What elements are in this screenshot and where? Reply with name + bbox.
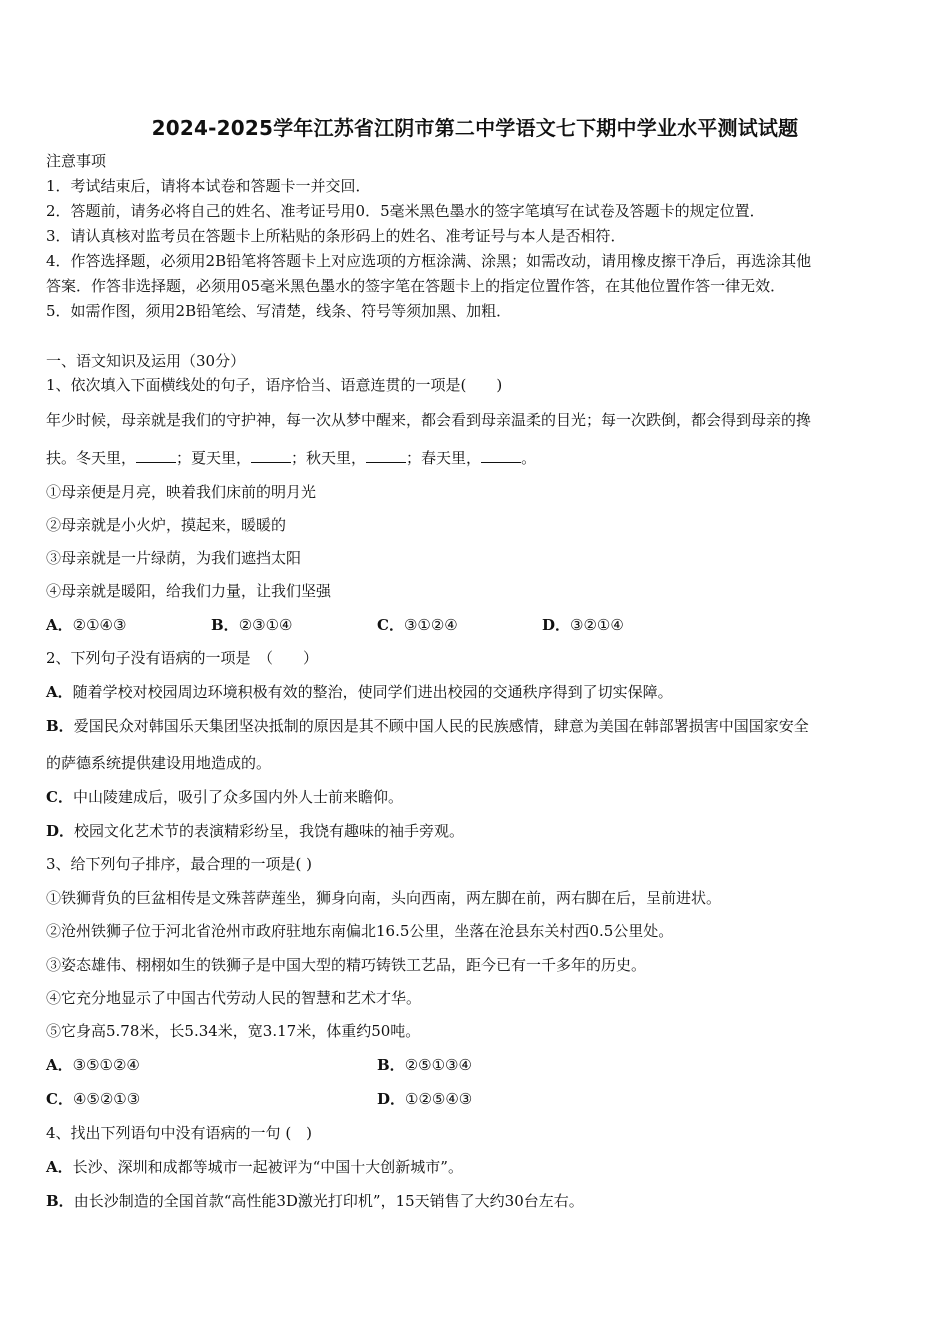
notice-item-1: 1．考试结束后，请将本试卷和答题卡一并交回． <box>46 177 371 195</box>
page-title: 2024-2025学年江苏省江阴市第二中学语文七下期中学业水平测试试题 <box>151 116 799 140</box>
q1-option-d-text: ③②①④ <box>570 616 624 634</box>
q1-passage-line1: 年少时候，母亲就是我们的守护神，每一次从梦中醒来，都会看到母亲温柔的目光；每一次跌倒，都会得到母亲的搀 <box>46 411 812 429</box>
q1-blank-1 <box>136 448 176 463</box>
notice-item-5: 5．如需作图，须用2B铅笔绘、写清楚，线条、符号等须加黑、加粗． <box>46 302 512 320</box>
q1-option-c <box>377 615 458 635</box>
q1-blank-2 <box>251 448 291 463</box>
q1-option-b-letter: B． <box>211 616 239 634</box>
q1-option-d <box>542 615 624 635</box>
q4-option-b-text: 由长沙制造的全国首款“高性能3D激光打印机”，15天销售了大约30台左右。 <box>73 1192 584 1210</box>
q3-option-d-letter: D． <box>377 1090 406 1108</box>
q2-option-b <box>46 716 809 736</box>
q1-passage-line2 <box>46 448 536 468</box>
q2-option-d-letter: D． <box>46 822 75 840</box>
q2-option-b-letter: B． <box>46 717 74 735</box>
q3-option-a-letter: A． <box>46 1056 73 1074</box>
q2-option-d <box>46 821 464 841</box>
q1-passage-part2: ；夏天里， <box>176 449 252 467</box>
q3-option-b-letter: B． <box>377 1056 405 1074</box>
q2-option-d-text: 校园文化艺术节的表演精彩纷呈，我饶有趣味的袖手旁观。 <box>74 822 465 840</box>
q3-option-c-text: ④⑤②①③ <box>72 1090 141 1108</box>
section-heading: 一、语文知识及运用（30分） <box>46 352 246 370</box>
q4-option-b-letter: B． <box>46 1192 74 1210</box>
q2-option-a <box>46 682 673 702</box>
q4-option-b <box>46 1191 584 1211</box>
q1-option-c-text: ③①②④ <box>403 616 458 634</box>
q1-option-b-text: ②③①④ <box>238 616 293 634</box>
q3-sentence-1: ①铁狮背负的巨盆相传是文殊菩萨莲坐，狮身向南，头向西南，两左脚在前，两右脚在后，呈前进状。 <box>46 889 722 907</box>
q2-option-c <box>46 787 403 807</box>
q1-option-c-letter: C． <box>377 616 404 634</box>
q1-option-a-text: ②①④③ <box>72 616 127 634</box>
notice-item-4-cont: 答案．作答非选择题，必须用05毫米黑色墨水的签字笔在答题卡上的指定位置作答，在其他位置作答一律无效． <box>46 277 786 295</box>
q3-option-a-text: ③⑤①②④ <box>72 1056 140 1074</box>
q3-sentence-5: ⑤它身高5.78米，长5.34米，宽3.17米，体重约50吨。 <box>46 1022 421 1040</box>
q1-passage-part4: ；春天里， <box>406 449 482 467</box>
notice-item-4: 4．作答选择题，必须用2B铅笔将答题卡上对应选项的方框涂满、涂黑；如需改动，请用橡皮擦干净后，再选涂其他 <box>46 252 812 270</box>
q2-option-b-cont: 的萨德系统提供建设用地造成的。 <box>46 754 272 772</box>
q4-stem: 4、找出下列语句中没有语病的一句 ( ) <box>46 1124 313 1142</box>
q1-sentence-4: ④母亲就是暖阳，给我们力量，让我们坚强 <box>46 582 332 600</box>
q1-option-b <box>211 615 292 635</box>
q4-option-a-text: 长沙、深圳和成都等城市一起被评为“中国十大创新城市”。 <box>72 1158 463 1176</box>
q4-option-a-letter: A． <box>46 1158 73 1176</box>
notice-item-2: 2．答题前，请务必将自己的姓名、准考证号用0．5毫米黑色墨水的签字笔填写在试卷及答题卡的规定位置． <box>46 202 765 220</box>
q1-option-a-letter: A． <box>46 616 73 634</box>
q2-option-a-text: 随着学校对校园周边环境积极有效的整治，使同学们进出校园的交通秩序得到了切实保障。 <box>72 683 673 701</box>
q1-option-d-letter: D． <box>542 616 571 634</box>
q3-option-b-text: ②⑤①③④ <box>404 1056 472 1074</box>
q1-blank-3 <box>366 448 406 463</box>
q3-sentence-3: ③姿态雄伟、栩栩如生的铁狮子是中国大型的精巧铸铁工艺品，距今已有一千多年的历史。 <box>46 956 647 974</box>
q2-option-c-text: 中山陵建成后，吸引了众多国内外人士前来瞻仰。 <box>72 788 403 806</box>
q3-option-a <box>46 1055 140 1075</box>
q2-option-a-letter: A． <box>46 683 73 701</box>
q1-blank-4 <box>481 448 521 463</box>
notice-item-3: 3．请认真核对监考员在答题卡上所粘贴的条形码上的姓名、准考证号与本人是否相符． <box>46 227 626 245</box>
q3-sentence-2: ②沧州铁狮子位于河北省沧州市政府驻地东南偏北16.5公里，坐落在沧县东关村西0.5公里处。 <box>46 922 674 940</box>
q3-option-b <box>377 1055 472 1075</box>
notice-heading: 注意事项 <box>46 152 107 170</box>
q3-option-c <box>46 1089 140 1109</box>
q1-stem: 1、依次填入下面横线处的句子，语序恰当、语意连贯的一项是( ) <box>46 376 503 394</box>
q4-option-a <box>46 1157 463 1177</box>
q1-sentence-3: ③母亲就是一片绿荫，为我们遮挡太阳 <box>46 549 302 567</box>
q3-stem: 3、给下列句子排序，最合理的一项是( ) <box>46 855 313 873</box>
q1-passage-part3: ；秋天里， <box>291 449 367 467</box>
q2-option-c-letter: C． <box>46 788 73 806</box>
q3-option-d <box>377 1089 472 1109</box>
q1-passage-part5: 。 <box>521 449 537 467</box>
q2-option-b-text: 爱国民众对韩国乐天集团坚决抵制的原因是其不顾中国人民的民族感情，肆意为美国在韩部署损害中国国家安全 <box>73 717 809 735</box>
q3-sentence-4: ④它充分地显示了中国古代劳动人民的智慧和艺术才华。 <box>46 989 422 1007</box>
q2-stem: 2、下列句子没有语病的一项是 （ ） <box>46 649 319 667</box>
q3-option-c-letter: C． <box>46 1090 73 1108</box>
q3-option-d-text: ①②⑤④③ <box>405 1090 473 1108</box>
q1-sentence-1: ①母亲便是月亮，映着我们床前的明月光 <box>46 483 317 501</box>
q1-option-a <box>46 615 126 635</box>
q1-sentence-2: ②母亲就是小火炉，摸起来，暖暖的 <box>46 516 287 534</box>
q1-passage-part1: 扶。冬天里， <box>46 449 137 467</box>
